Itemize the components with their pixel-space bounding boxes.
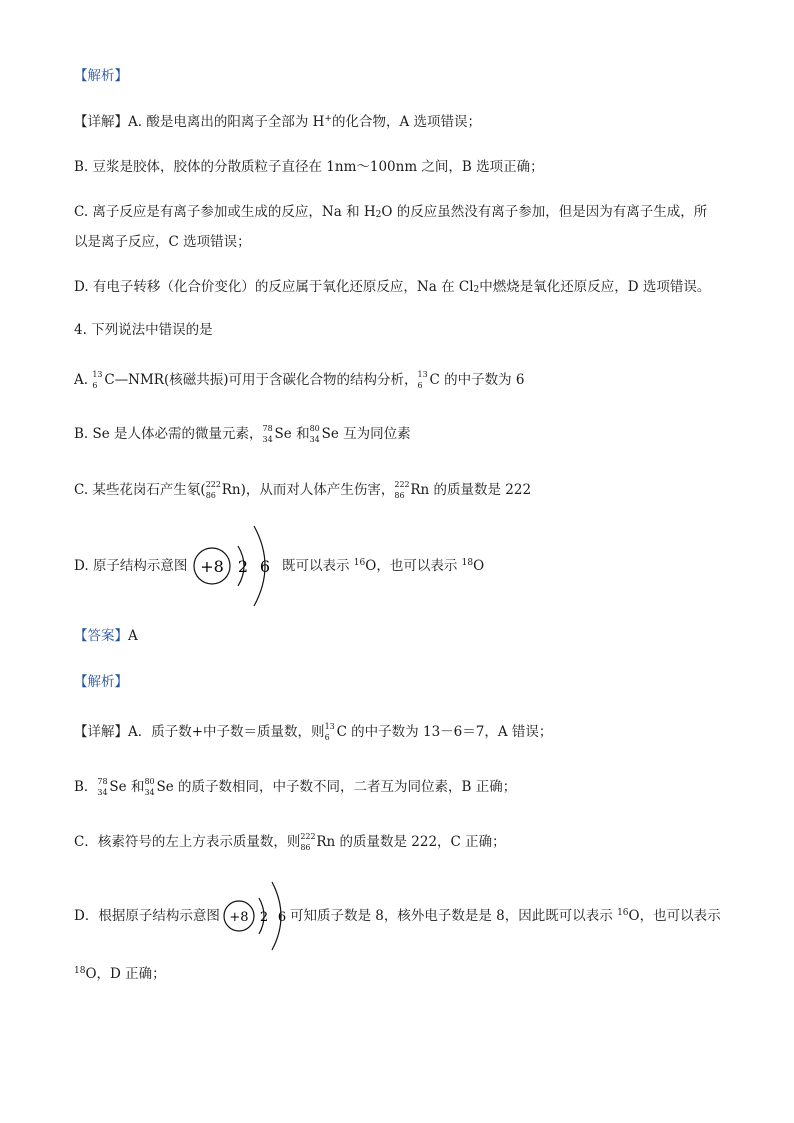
text: 某些花岗石产生氡( xyxy=(92,482,206,498)
atomic-number: 34 xyxy=(144,788,155,797)
text: C. 离子反应是有离子参加或生成的反应，Na 和 H xyxy=(74,204,376,220)
isotope-se80 xyxy=(310,424,322,444)
option-label: D. xyxy=(74,558,89,574)
option-label: A. xyxy=(74,372,89,388)
isotope-rn222 xyxy=(300,832,316,852)
explanation-line-c1 xyxy=(74,202,707,222)
atomic-structure-diagram xyxy=(222,880,292,952)
shell-1-electrons: 2 xyxy=(237,557,249,576)
detail-tag: 【详解】 xyxy=(74,114,128,130)
detail-line-e xyxy=(74,964,166,984)
shell-1-electrons: 2 xyxy=(259,910,269,925)
mass-number: 13 xyxy=(92,370,103,379)
mass-number: 222 xyxy=(205,480,221,489)
mass-number: 16 xyxy=(353,558,366,568)
detail-tag: 【详解】 xyxy=(74,724,128,740)
text: D. 有电子转移（化合价变化）的反应属于氧化还原反应，Na 在 Cl xyxy=(74,279,474,295)
mass-number: 18 xyxy=(461,558,474,568)
atomic-number: 86 xyxy=(300,843,311,852)
option-label: C. xyxy=(74,482,89,498)
atomic-number: 34 xyxy=(97,788,108,797)
text: O 的反应虽然没有离子参加，但是因为有离子生成，所 xyxy=(381,204,708,220)
mass-number: 80 xyxy=(144,777,155,786)
text: A．质子数+中子数＝质量数，则 xyxy=(128,724,325,740)
isotope-c13 xyxy=(92,370,104,390)
detail-line-b xyxy=(74,777,516,797)
mass-number: 16 xyxy=(617,908,629,918)
detail-line-c xyxy=(74,832,506,852)
mass-number: 13 xyxy=(417,370,428,379)
text: Rn 的质量数是 222 xyxy=(410,482,532,498)
isotope-rn222 xyxy=(394,480,410,500)
subscript: 2 xyxy=(375,210,382,220)
atomic-number: 34 xyxy=(309,435,320,444)
answer-tag: 【答案】 xyxy=(74,628,128,644)
shell-2-electrons: 6 xyxy=(277,910,287,925)
mass-number: 18 xyxy=(74,966,86,976)
mass-number: 222 xyxy=(394,480,410,489)
detail-line-d-label: D．根据原子结构示意图 xyxy=(74,908,220,924)
subscript: 2 xyxy=(473,285,480,295)
explanation-line-a xyxy=(74,112,481,132)
text: Se 的质子数相同，中子数不同，二者互为同位素，B 正确； xyxy=(156,779,517,795)
text: Rn 的质量数是 222，C 正确； xyxy=(316,834,506,850)
nucleus-charge: +8 xyxy=(229,910,249,925)
text: A. 酸是电离出的阳离子全部为 H xyxy=(128,114,325,130)
isotope-c13 xyxy=(325,722,337,742)
mass-number: 222 xyxy=(300,832,316,841)
explanation-line-b: B. 豆浆是胶体，胶体的分散质粒子直径在 1nm～100nm 之间，B 选项正确； xyxy=(74,159,544,175)
text: O，D 正确； xyxy=(85,966,166,982)
atomic-number: 6 xyxy=(92,381,98,390)
text: 可知质子数是 8，核外电子数是是 8，因此既可以表示 xyxy=(290,908,618,924)
text: Rn)，从而对人体产生伤害， xyxy=(221,482,395,498)
isotope-se80 xyxy=(144,777,156,797)
analysis-heading: 【解析】 xyxy=(74,674,128,690)
atomic-structure-diagram xyxy=(190,524,280,608)
option-label: B. xyxy=(74,426,89,442)
mass-number: 78 xyxy=(97,777,108,786)
isotope-c13 xyxy=(418,370,430,390)
answer-line xyxy=(74,626,138,646)
mass-number: 78 xyxy=(262,424,273,433)
isotope-se78 xyxy=(97,777,109,797)
atomic-number: 6 xyxy=(417,381,423,390)
text: C 的中子数为 13－6＝7，A 错误； xyxy=(336,724,553,740)
question-stem: 4. 下列说法中错误的是 xyxy=(74,322,213,338)
text: 既可以表示 xyxy=(282,558,354,574)
text: 的化合物，A 选项错误； xyxy=(331,114,481,130)
isotope-rn222 xyxy=(206,480,222,500)
superscript: + xyxy=(324,114,332,124)
text: Se 互为同位素 xyxy=(321,426,411,442)
answer-value: A xyxy=(128,628,138,644)
text: Se 和 xyxy=(109,779,145,795)
text: 原子结构示意图 xyxy=(92,558,188,574)
detail-line-a xyxy=(74,722,552,742)
option-b xyxy=(74,424,411,444)
option-a xyxy=(74,370,525,390)
explanation-line-c2: 以是离子反应，C 选项错误； xyxy=(74,234,251,250)
option-c xyxy=(74,480,531,500)
mass-number: 13 xyxy=(324,722,335,731)
text: C．核素符号的左上方表示质量数，则 xyxy=(74,834,301,850)
text: C—NMR(核磁共振)可用于含碳化合物的结构分析， xyxy=(104,372,418,388)
analysis-heading: 【解析】 xyxy=(74,68,128,84)
text: B． xyxy=(74,779,98,795)
option-d-tail xyxy=(282,556,484,576)
text: O，也可以表示 xyxy=(628,908,721,924)
text: Se 和 xyxy=(274,426,310,442)
nucleus-charge: +8 xyxy=(200,557,224,576)
explanation-line-d xyxy=(74,277,710,297)
atomic-number: 86 xyxy=(205,491,216,500)
shell-2-electrons: 6 xyxy=(259,557,271,576)
atomic-number: 86 xyxy=(394,491,405,500)
text: O，也可以表示 xyxy=(365,558,462,574)
mass-number: 80 xyxy=(309,424,320,433)
atomic-number: 6 xyxy=(324,733,330,742)
option-d-label xyxy=(74,556,187,576)
text: O xyxy=(473,558,485,574)
isotope-se78 xyxy=(263,424,275,444)
text: 中燃烧是氧化还原反应，D 选项错误。 xyxy=(479,279,711,295)
text: C 的中子数为 6 xyxy=(429,372,525,388)
text: Se 是人体必需的微量元素， xyxy=(92,426,263,442)
detail-line-d-tail xyxy=(290,906,721,926)
atomic-number: 34 xyxy=(262,435,273,444)
